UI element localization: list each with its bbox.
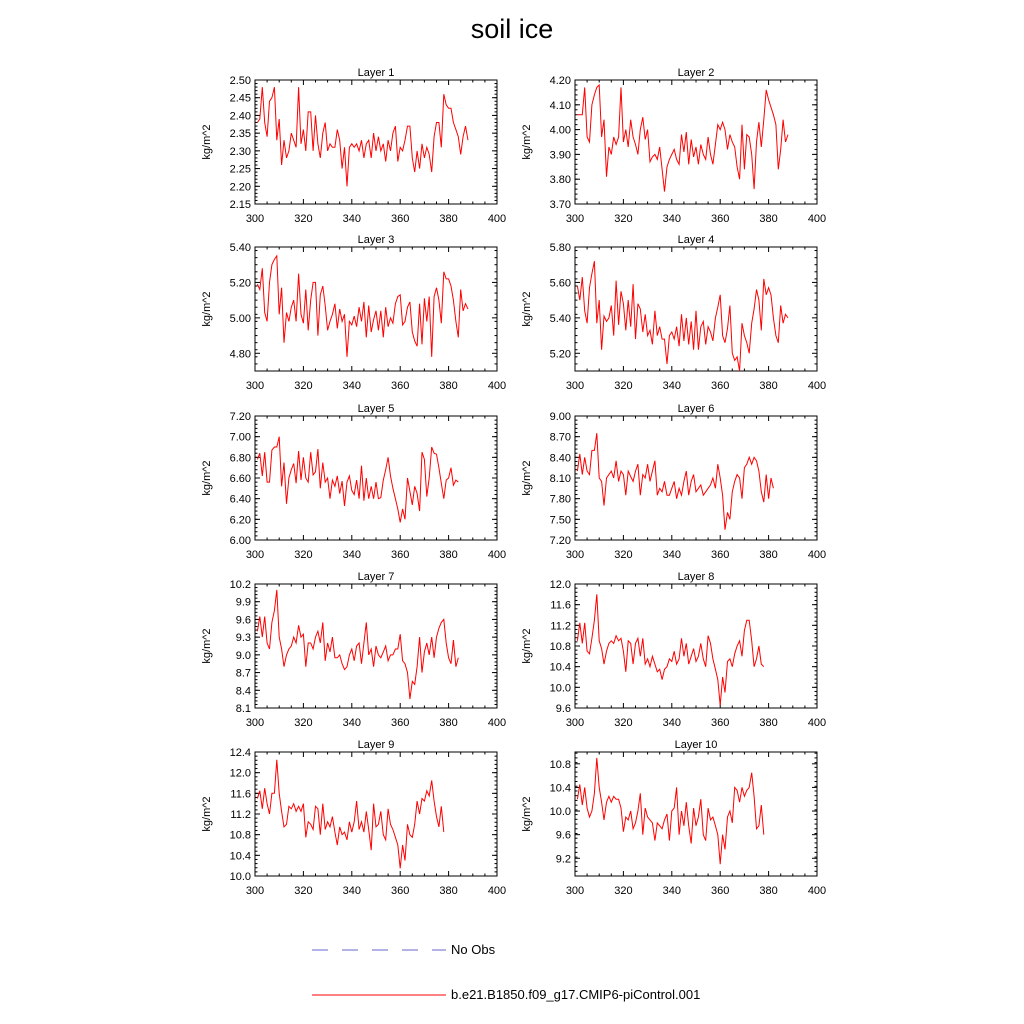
y-tick-label: 8.7 — [235, 667, 251, 680]
legend-label-no-obs: No Obs — [451, 942, 496, 957]
y-tick-label: 5.20 — [549, 348, 571, 361]
legend-line-model — [310, 989, 448, 1001]
series-line — [257, 87, 468, 186]
y-tick-label: 6.80 — [229, 452, 251, 465]
plot-frame — [255, 416, 497, 540]
y-tick-label: 7.00 — [229, 431, 251, 444]
panel-layer-2 — [521, 67, 826, 225]
y-tick-label: 9.9 — [235, 596, 251, 609]
x-tick-label: 340 — [662, 885, 681, 897]
x-tick-label: 320 — [614, 717, 633, 729]
y-tick-label: 11.2 — [550, 620, 571, 633]
y-tick-label: 6.60 — [229, 473, 251, 485]
series-line — [257, 256, 468, 357]
x-tick-label: 340 — [662, 380, 681, 392]
y-tick-label: 9.6 — [555, 703, 571, 715]
x-tick-label: 320 — [294, 885, 313, 897]
x-tick-label: 400 — [807, 549, 827, 561]
y-axis-label: kg/m^2 — [201, 796, 213, 832]
series-line — [577, 594, 763, 705]
x-tick-label: 300 — [245, 380, 265, 392]
y-tick-label: 10.4 — [549, 782, 571, 795]
panel-title: Layer 3 — [357, 234, 395, 246]
series-line — [257, 760, 443, 869]
x-tick-label: 320 — [614, 885, 633, 897]
legend-line-no-obs — [310, 944, 448, 956]
x-tick-label: 360 — [391, 717, 410, 729]
x-tick-label: 380 — [439, 549, 458, 561]
y-tick-label: 2.35 — [229, 128, 251, 141]
y-tick-label: 11.6 — [550, 599, 571, 612]
x-tick-label: 340 — [342, 885, 361, 897]
y-tick-label: 5.40 — [229, 242, 251, 254]
x-tick-label: 400 — [807, 380, 827, 392]
x-tick-label: 360 — [391, 213, 410, 225]
y-tick-label: 2.45 — [229, 92, 251, 105]
x-tick-label: 400 — [487, 380, 507, 392]
y-tick-label: 7.50 — [549, 514, 571, 527]
y-tick-label: 11.6 — [230, 788, 251, 801]
y-tick-label: 7.20 — [549, 535, 571, 547]
x-tick-label: 320 — [294, 213, 313, 225]
y-tick-label: 4.00 — [549, 124, 571, 137]
x-tick-label: 380 — [759, 717, 778, 729]
y-tick-label: 4.80 — [229, 348, 251, 361]
y-tick-label: 5.00 — [229, 312, 251, 325]
x-tick-label: 320 — [294, 717, 313, 729]
y-tick-label: 8.40 — [549, 452, 571, 465]
x-tick-label: 320 — [614, 213, 633, 225]
x-tick-label: 300 — [245, 885, 265, 897]
plot-frame — [255, 80, 497, 204]
x-tick-label: 340 — [342, 717, 361, 729]
series-line — [257, 590, 458, 699]
y-tick-label: 6.40 — [229, 493, 251, 506]
panel-title: Layer 8 — [677, 571, 715, 583]
panel-title: Layer 7 — [357, 571, 395, 583]
x-tick-label: 340 — [662, 717, 681, 729]
x-tick-label: 360 — [711, 717, 730, 729]
x-tick-label: 360 — [711, 549, 730, 561]
x-tick-label: 360 — [711, 380, 730, 392]
panel-layer-6 — [521, 403, 826, 561]
plot-frame — [255, 752, 497, 876]
x-tick-label: 300 — [245, 213, 265, 225]
y-tick-label: 12.0 — [229, 767, 251, 780]
panel-layer-1 — [201, 67, 506, 225]
panel-layer-9 — [201, 739, 506, 897]
y-axis-label: kg/m^2 — [521, 124, 533, 160]
plot-frame — [575, 416, 817, 540]
x-tick-label: 360 — [711, 885, 730, 897]
plot-frame — [575, 80, 817, 204]
y-tick-label: 6.20 — [229, 514, 251, 527]
y-tick-label: 2.50 — [229, 75, 251, 87]
y-axis-label: kg/m^2 — [521, 796, 533, 832]
x-tick-label: 360 — [391, 885, 410, 897]
panel-title: Layer 1 — [357, 67, 395, 79]
y-tick-label: 2.30 — [229, 145, 251, 158]
y-axis-label: kg/m^2 — [521, 460, 533, 496]
x-tick-label: 320 — [614, 549, 633, 561]
y-tick-label: 9.6 — [555, 829, 571, 842]
y-tick-label: 2.15 — [229, 199, 251, 211]
y-axis-label: kg/m^2 — [201, 124, 213, 160]
panel-layer-8 — [521, 571, 826, 729]
y-tick-label: 5.40 — [549, 312, 571, 325]
y-tick-label: 2.25 — [229, 163, 251, 176]
y-tick-label: 5.20 — [229, 277, 251, 290]
x-tick-label: 340 — [342, 213, 361, 225]
y-tick-label: 12.0 — [549, 579, 571, 591]
y-tick-label: 10.8 — [549, 758, 571, 771]
x-tick-label: 340 — [662, 549, 681, 561]
x-tick-label: 300 — [565, 380, 585, 392]
y-tick-label: 7.20 — [229, 411, 251, 423]
series-line — [577, 261, 788, 371]
y-axis-label: kg/m^2 — [201, 628, 213, 664]
plot-frame — [575, 752, 817, 876]
x-tick-label: 380 — [439, 885, 458, 897]
x-tick-label: 360 — [391, 549, 410, 561]
y-tick-label: 10.0 — [549, 682, 571, 695]
panel-title: Layer 9 — [357, 739, 395, 751]
panel-title: Layer 5 — [357, 403, 395, 415]
y-tick-label: 4.10 — [549, 99, 571, 112]
x-tick-label: 380 — [759, 885, 778, 897]
y-tick-label: 10.0 — [549, 806, 571, 819]
panel-title: Layer 6 — [677, 403, 715, 415]
plot-frame — [575, 584, 817, 708]
x-tick-label: 380 — [439, 380, 458, 392]
y-tick-label: 8.70 — [549, 431, 571, 444]
x-tick-label: 320 — [614, 380, 633, 392]
y-axis-label: kg/m^2 — [521, 628, 533, 664]
x-tick-label: 300 — [565, 549, 585, 561]
x-tick-label: 380 — [759, 380, 778, 392]
x-tick-label: 300 — [245, 717, 265, 729]
x-tick-label: 400 — [487, 213, 507, 225]
y-axis-label: kg/m^2 — [521, 291, 533, 327]
y-tick-label: 4.20 — [549, 75, 571, 87]
panel-layer-4 — [521, 234, 826, 392]
x-tick-label: 400 — [807, 885, 827, 897]
y-tick-label: 3.90 — [549, 149, 571, 162]
y-tick-label: 3.80 — [549, 174, 571, 187]
y-tick-label: 8.4 — [235, 685, 251, 698]
series-line — [577, 433, 773, 530]
y-tick-label: 10.4 — [549, 661, 571, 674]
y-tick-label: 9.3 — [235, 632, 251, 645]
x-tick-label: 360 — [391, 380, 410, 392]
x-tick-label: 380 — [439, 717, 458, 729]
panel-title: Layer 4 — [677, 234, 715, 246]
x-tick-label: 340 — [342, 380, 361, 392]
y-tick-label: 11.2 — [230, 809, 251, 821]
y-tick-label: 6.00 — [229, 535, 251, 547]
y-tick-label: 8.10 — [549, 473, 571, 485]
series-line — [577, 85, 788, 192]
x-tick-label: 380 — [759, 549, 778, 561]
x-tick-label: 400 — [487, 717, 507, 729]
x-tick-label: 320 — [294, 380, 313, 392]
y-tick-label: 5.80 — [549, 242, 571, 254]
x-tick-label: 300 — [245, 549, 265, 561]
y-tick-label: 9.6 — [235, 614, 251, 627]
x-tick-label: 380 — [439, 213, 458, 225]
y-tick-label: 3.70 — [549, 199, 571, 211]
x-tick-label: 400 — [487, 885, 507, 897]
y-tick-label: 10.2 — [229, 579, 251, 591]
x-tick-label: 320 — [294, 549, 313, 561]
y-tick-label: 2.20 — [229, 181, 251, 194]
y-tick-label: 9.0 — [235, 649, 251, 662]
x-tick-label: 340 — [662, 213, 681, 225]
y-tick-label: 10.4 — [229, 850, 251, 863]
panel-layer-3 — [201, 234, 506, 392]
series-line — [577, 758, 763, 864]
panel-title: Layer 2 — [677, 67, 715, 79]
x-tick-label: 400 — [807, 213, 827, 225]
x-tick-label: 300 — [565, 213, 585, 225]
x-tick-label: 360 — [711, 213, 730, 225]
y-tick-label: 9.2 — [555, 853, 571, 866]
panel-layer-7 — [201, 571, 506, 729]
panel-layer-10 — [521, 739, 826, 897]
series-line — [257, 437, 458, 523]
panel-title: Layer 10 — [674, 739, 718, 751]
x-tick-label: 300 — [565, 885, 585, 897]
x-tick-label: 400 — [807, 717, 827, 729]
y-tick-label: 8.1 — [235, 703, 251, 715]
panel-layer-5 — [201, 403, 506, 561]
y-tick-label: 10.0 — [229, 871, 251, 883]
y-tick-label: 7.80 — [549, 493, 571, 506]
y-tick-label: 12.4 — [229, 747, 251, 759]
main-title: soil ice — [470, 14, 554, 44]
y-tick-label: 10.8 — [229, 829, 251, 842]
y-axis-label: kg/m^2 — [201, 460, 213, 496]
y-axis-label: kg/m^2 — [201, 291, 213, 327]
y-tick-label: 2.40 — [229, 110, 251, 123]
x-tick-label: 340 — [342, 549, 361, 561]
x-tick-label: 380 — [759, 213, 778, 225]
legend-label-model: b.e21.B1850.f09_g17.CMIP6-piControl.001 — [451, 987, 701, 1002]
x-tick-label: 400 — [487, 549, 507, 561]
y-tick-label: 5.60 — [549, 277, 571, 290]
y-tick-label: 9.00 — [549, 411, 571, 423]
y-tick-label: 10.8 — [549, 641, 571, 653]
x-tick-label: 300 — [565, 717, 585, 729]
